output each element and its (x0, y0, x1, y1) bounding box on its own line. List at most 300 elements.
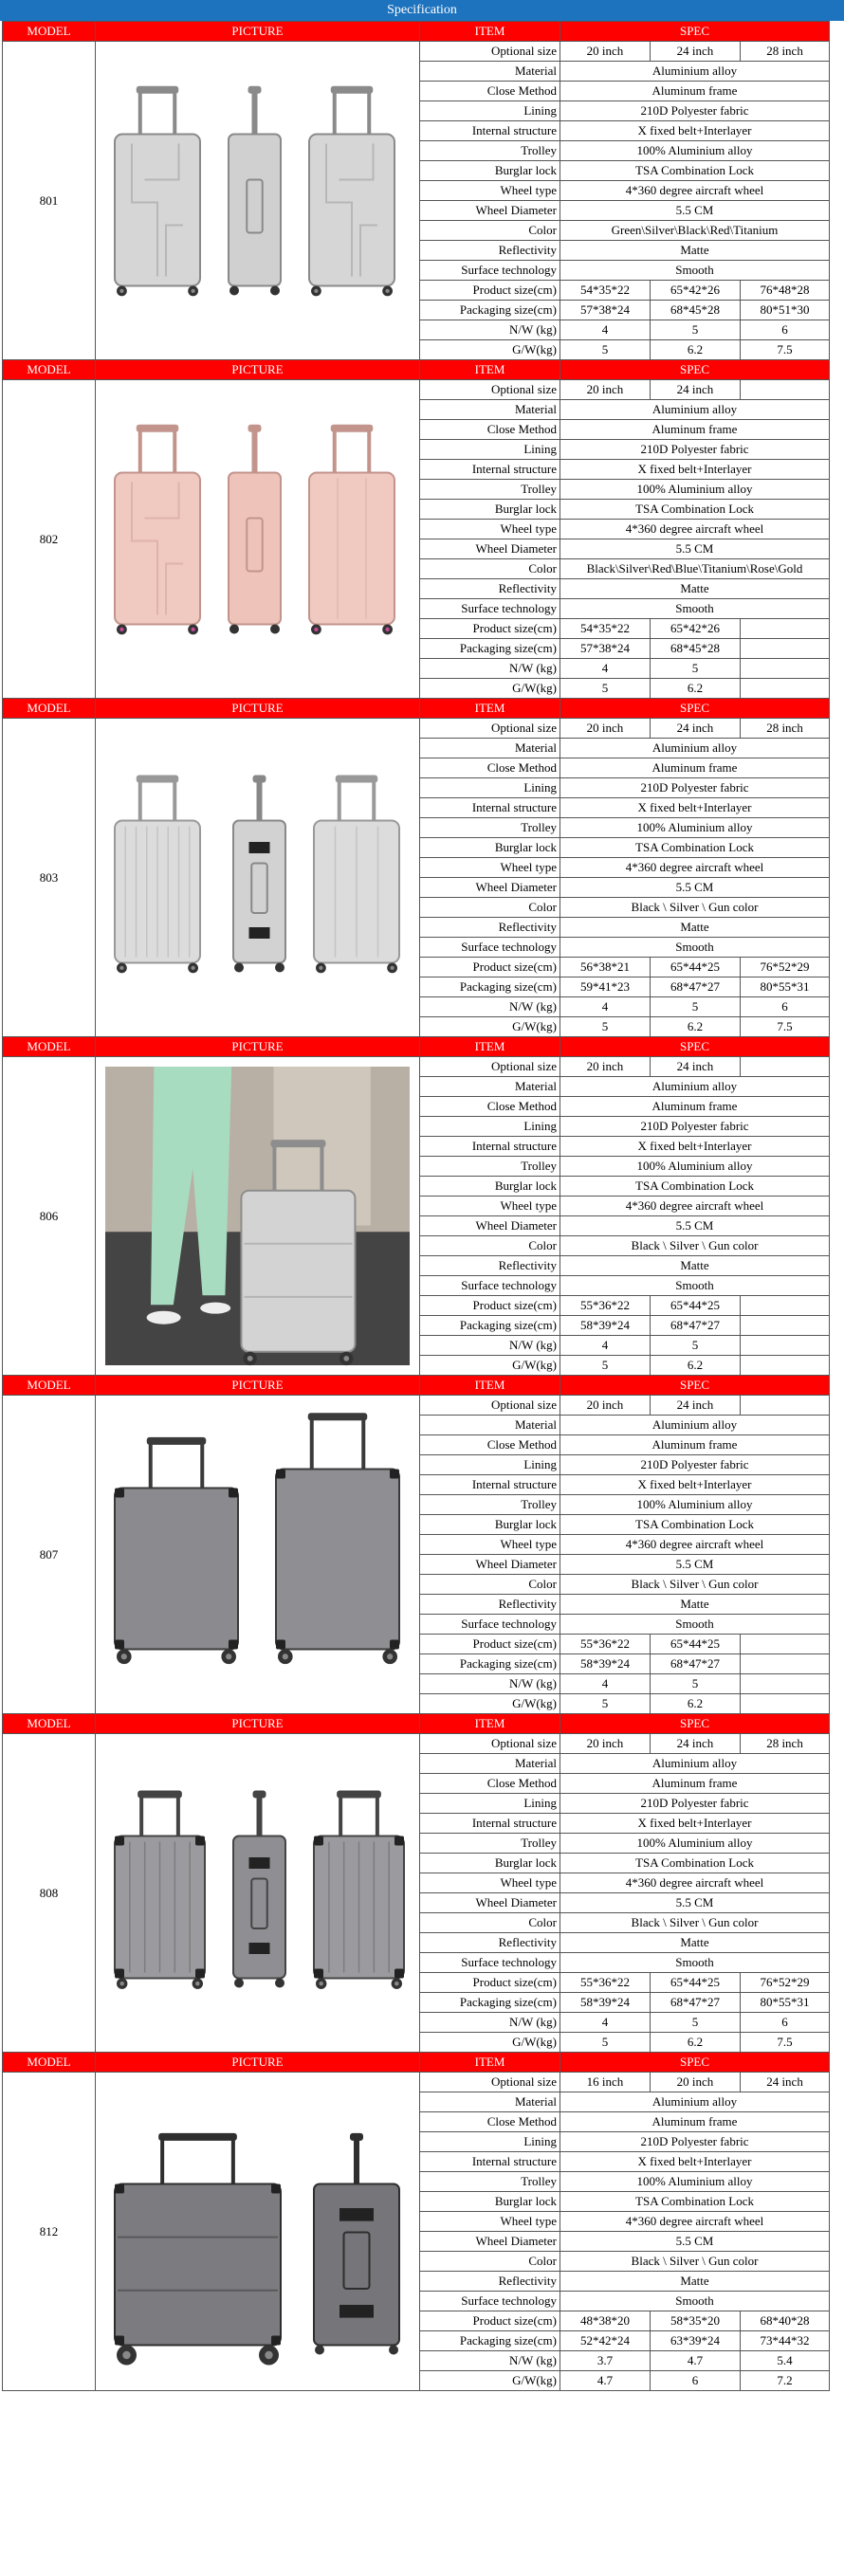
header-spec: SPEC (560, 1376, 830, 1396)
header-picture: PICTURE (96, 22, 420, 42)
spec-value: 5 (560, 2033, 651, 2053)
item-label: Burglar lock (420, 1854, 560, 1873)
item-label: G/W(kg) (420, 340, 560, 360)
item-label: Trolley (420, 1157, 560, 1177)
header-row (3, 2053, 830, 2073)
item-label: Close Method (420, 420, 560, 440)
spec-value: 7.2 (741, 2371, 830, 2391)
spec-value: 68*47*27 (651, 1654, 741, 1674)
item-label: Lining (420, 1794, 560, 1814)
spec-value: Matte (560, 241, 830, 261)
item-label: Product size(cm) (420, 1296, 560, 1316)
model-number: 812 (3, 2073, 96, 2391)
spec-value: X fixed belt+Interlayer (560, 1137, 830, 1157)
spec-value: 6 (741, 997, 830, 1017)
item-label: Trolley (420, 141, 560, 161)
spec-value: Matte (560, 1933, 830, 1953)
item-label: Color (420, 1236, 560, 1256)
spec-value: 210D Polyester fabric (560, 1794, 830, 1814)
spec-value (741, 1654, 830, 1674)
spec-value: 5 (651, 659, 741, 679)
spec-value: 4.7 (560, 2371, 651, 2391)
item-label: Wheel Diameter (420, 539, 560, 559)
spec-value: 20 inch (560, 1396, 651, 1416)
spec-value: Smooth (560, 2292, 830, 2311)
header-model: MODEL (3, 1037, 96, 1057)
spec-value: 100% Aluminium alloy (560, 1834, 830, 1854)
item-label: Trolley (420, 480, 560, 500)
product-picture (96, 719, 420, 1037)
spec-value: 24 inch (651, 1396, 741, 1416)
spec-value: X fixed belt+Interlayer (560, 1475, 830, 1495)
spec-value: 58*39*24 (560, 1316, 651, 1336)
model-number: 801 (3, 42, 96, 360)
item-label: Optional size (420, 1057, 560, 1077)
item-label: Product size(cm) (420, 1635, 560, 1654)
spec-value: 5.5 CM (560, 878, 830, 898)
item-label: Burglar lock (420, 500, 560, 520)
spec-value: 20 inch (651, 2073, 741, 2092)
spec-row (3, 1396, 830, 1416)
suitcase-icon (115, 1791, 205, 1989)
spec-value: 100% Aluminium alloy (560, 818, 830, 838)
item-label: Optional size (420, 1734, 560, 1754)
item-label: Internal structure (420, 1814, 560, 1834)
spec-value: Matte (560, 1256, 830, 1276)
spec-value: 6.2 (651, 2033, 741, 2053)
item-label: Surface technology (420, 599, 560, 619)
spec-value: 5 (651, 997, 741, 1017)
spec-value: 76*52*29 (741, 1973, 830, 1993)
suitcase-side-icon (229, 425, 281, 634)
spec-value: 210D Polyester fabric (560, 1455, 830, 1475)
spec-value: 5 (560, 679, 651, 699)
spec-value: 68*45*28 (651, 639, 741, 659)
spec-value: TSA Combination Lock (560, 2192, 830, 2212)
spec-value: 210D Polyester fabric (560, 778, 830, 798)
header-row (3, 360, 830, 380)
product-picture (96, 1057, 420, 1376)
spec-value: 5.5 CM (560, 1555, 830, 1575)
spec-value (741, 1316, 830, 1336)
item-label: Lining (420, 1455, 560, 1475)
suitcase-icon (115, 776, 200, 974)
suitcase-icon (309, 425, 394, 635)
spec-value: Matte (560, 1595, 830, 1615)
spec-value: TSA Combination Lock (560, 1515, 830, 1535)
three-rose-gold-suitcases (96, 380, 419, 698)
spec-value: 20 inch (560, 1057, 651, 1077)
item-label: N/W (kg) (420, 320, 560, 340)
item-label: N/W (kg) (420, 2351, 560, 2371)
spec-value: 68*47*27 (651, 1316, 741, 1336)
item-label: N/W (kg) (420, 1674, 560, 1694)
item-label: Lining (420, 778, 560, 798)
item-label: Reflectivity (420, 241, 560, 261)
spec-value: 5.5 CM (560, 201, 830, 221)
header-picture: PICTURE (96, 1037, 420, 1057)
spec-value: 55*36*22 (560, 1973, 651, 1993)
spec-value (741, 1396, 830, 1416)
spec-value: 4.7 (651, 2351, 741, 2371)
spec-value: 57*38*24 (560, 301, 651, 320)
spec-value: 65*44*25 (651, 958, 741, 977)
spec-value: 5.5 CM (560, 1216, 830, 1236)
spec-value: 210D Polyester fabric (560, 2132, 830, 2152)
spec-value: 63*39*24 (651, 2331, 741, 2351)
header-picture: PICTURE (96, 1714, 420, 1734)
spec-value: 5 (651, 1674, 741, 1694)
item-label: Close Method (420, 1774, 560, 1794)
suitcase-icon (276, 1413, 399, 1664)
spec-value: 3.7 (560, 2351, 651, 2371)
header-model: MODEL (3, 2053, 96, 2073)
header-row (3, 699, 830, 719)
spec-value: 5.4 (741, 2351, 830, 2371)
header-item: ITEM (420, 1376, 560, 1396)
spec-value: 5.5 CM (560, 2232, 830, 2252)
header-item: ITEM (420, 360, 560, 380)
spec-value: 20 inch (560, 719, 651, 739)
three-grey-suitcases (96, 1734, 419, 2052)
spec-value: 80*51*30 (741, 301, 830, 320)
spec-value: 5 (560, 1694, 651, 1714)
spec-row (3, 1734, 830, 1754)
spec-value: 7.5 (741, 1017, 830, 1037)
suitcase-icon (115, 425, 200, 635)
suitcase-icon (115, 1437, 238, 1664)
item-label: Wheel type (420, 858, 560, 878)
item-label: N/W (kg) (420, 659, 560, 679)
item-label: Surface technology (420, 1953, 560, 1973)
item-label: Surface technology (420, 1615, 560, 1635)
item-label: Packaging size(cm) (420, 1654, 560, 1674)
spec-value: Black \ Silver \ Gun color (560, 1913, 830, 1933)
product-picture (96, 1396, 420, 1714)
item-label: Internal structure (420, 798, 560, 818)
item-label: Close Method (420, 2112, 560, 2132)
spec-value: Black\Silver\Red\Blue\Titanium\Rose\Gold (560, 559, 830, 579)
item-label: Optional size (420, 380, 560, 400)
spec-value: Aluminium alloy (560, 1416, 830, 1435)
two-dark-grey-suitcases (96, 1396, 419, 1713)
spec-value: 4*360 degree aircraft wheel (560, 181, 830, 201)
spec-value: 4 (560, 997, 651, 1017)
spec-title: Specification (0, 0, 844, 21)
item-label: Packaging size(cm) (420, 1993, 560, 2013)
spec-value: 58*35*20 (651, 2311, 741, 2331)
spec-value: Smooth (560, 1276, 830, 1296)
item-label: Reflectivity (420, 579, 560, 599)
item-label: Packaging size(cm) (420, 639, 560, 659)
item-label: Wheel Diameter (420, 2232, 560, 2252)
model-number: 802 (3, 380, 96, 699)
spec-value: Aluminium alloy (560, 739, 830, 758)
spec-value: 65*44*25 (651, 1296, 741, 1316)
spec-value: 55*36*22 (560, 1296, 651, 1316)
spec-value: Black \ Silver \ Gun color (560, 898, 830, 918)
spec-value: 20 inch (560, 42, 651, 62)
header-item: ITEM (420, 22, 560, 42)
spec-value: 73*44*32 (741, 2331, 830, 2351)
spec-value: 4*360 degree aircraft wheel (560, 1197, 830, 1216)
header-row (3, 1376, 830, 1396)
header-row (3, 1037, 830, 1057)
spec-value: 52*42*24 (560, 2331, 651, 2351)
header-picture: PICTURE (96, 2053, 420, 2073)
suitcase-side-icon (233, 776, 285, 973)
item-label: Packaging size(cm) (420, 2331, 560, 2351)
item-label: Wheel type (420, 1197, 560, 1216)
spec-value: 65*42*26 (651, 619, 741, 639)
item-label: Lining (420, 2132, 560, 2152)
product-picture (96, 2073, 420, 2391)
spec-value: TSA Combination Lock (560, 161, 830, 181)
item-label: Product size(cm) (420, 2311, 560, 2331)
item-label: Packaging size(cm) (420, 301, 560, 320)
spec-value (741, 1635, 830, 1654)
spec-value: Aluminum frame (560, 82, 830, 101)
spec-value: X fixed belt+Interlayer (560, 460, 830, 480)
item-label: Wheel Diameter (420, 1216, 560, 1236)
spec-value: 100% Aluminium alloy (560, 2172, 830, 2192)
spec-row (3, 719, 830, 739)
spec-value: 68*40*28 (741, 2311, 830, 2331)
item-label: Burglar lock (420, 1177, 560, 1197)
spec-value: TSA Combination Lock (560, 838, 830, 858)
item-label: Packaging size(cm) (420, 977, 560, 997)
item-label: Trolley (420, 2172, 560, 2192)
header-spec: SPEC (560, 699, 830, 719)
spec-value: Aluminium alloy (560, 1754, 830, 1774)
suitcase-icon (115, 86, 200, 297)
item-label: Product size(cm) (420, 619, 560, 639)
spec-value: 76*48*28 (741, 281, 830, 301)
header-picture: PICTURE (96, 699, 420, 719)
item-label: Close Method (420, 82, 560, 101)
spec-value: Aluminium alloy (560, 1077, 830, 1097)
spec-value: 100% Aluminium alloy (560, 1495, 830, 1515)
header-model: MODEL (3, 360, 96, 380)
spec-value: 4*360 degree aircraft wheel (560, 1535, 830, 1555)
spec-value: TSA Combination Lock (560, 1177, 830, 1197)
spec-value (741, 1694, 830, 1714)
item-label: Burglar lock (420, 161, 560, 181)
header-item: ITEM (420, 2053, 560, 2073)
item-label: Reflectivity (420, 1256, 560, 1276)
spec-value: Aluminum frame (560, 1097, 830, 1117)
item-label: Optional size (420, 719, 560, 739)
spec-value: 6.2 (651, 1017, 741, 1037)
spec-value: Aluminum frame (560, 420, 830, 440)
header-spec: SPEC (560, 1714, 830, 1734)
suitcase-icon (309, 86, 394, 297)
item-label: Wheel Diameter (420, 1555, 560, 1575)
spec-row (3, 1057, 830, 1077)
spec-value: 100% Aluminium alloy (560, 1157, 830, 1177)
spec-value: Matte (560, 579, 830, 599)
spec-value: 65*44*25 (651, 1635, 741, 1654)
spec-value: 28 inch (741, 1734, 830, 1754)
spec-value: Aluminum frame (560, 1774, 830, 1794)
spec-value: 24 inch (741, 2073, 830, 2092)
item-label: G/W(kg) (420, 1356, 560, 1376)
spec-value: 24 inch (651, 380, 741, 400)
item-label: Reflectivity (420, 918, 560, 938)
spec-value: 68*47*27 (651, 1993, 741, 2013)
item-label: Internal structure (420, 1137, 560, 1157)
spec-value: 65*44*25 (651, 1973, 741, 1993)
spec-value: 5 (651, 320, 741, 340)
spec-value: 5 (560, 1017, 651, 1037)
spec-value: 6 (741, 2013, 830, 2033)
spec-value: 59*41*23 (560, 977, 651, 997)
spec-value: Aluminum frame (560, 1435, 830, 1455)
spec-value: Aluminum frame (560, 758, 830, 778)
item-label: Surface technology (420, 938, 560, 958)
item-label: Trolley (420, 1495, 560, 1515)
item-label: Trolley (420, 1834, 560, 1854)
three-silver-suitcases (96, 42, 419, 359)
item-label: Material (420, 1077, 560, 1097)
spec-value: 68*45*28 (651, 301, 741, 320)
spec-value: 56*38*21 (560, 958, 651, 977)
spec-value: Matte (560, 918, 830, 938)
product-picture (96, 380, 420, 699)
spec-value: Smooth (560, 599, 830, 619)
spec-value: 20 inch (560, 1734, 651, 1754)
spec-value: 28 inch (741, 42, 830, 62)
model-number: 803 (3, 719, 96, 1037)
item-label: Material (420, 62, 560, 82)
spec-value: 210D Polyester fabric (560, 1117, 830, 1137)
suitcase-side-icon (229, 86, 281, 296)
spec-value: 4*360 degree aircraft wheel (560, 520, 830, 539)
spec-value: 6.2 (651, 1694, 741, 1714)
spec-value: 65*42*26 (651, 281, 741, 301)
spec-row (3, 2073, 830, 2092)
spec-value: 76*52*29 (741, 958, 830, 977)
spec-value: 24 inch (651, 1057, 741, 1077)
spec-value: 24 inch (651, 1734, 741, 1754)
item-label: Wheel type (420, 181, 560, 201)
model-number: 808 (3, 1734, 96, 2053)
spec-value: 7.5 (741, 340, 830, 360)
spec-table (2, 21, 830, 2391)
header-model: MODEL (3, 22, 96, 42)
header-item: ITEM (420, 1037, 560, 1057)
item-label: Optional size (420, 1396, 560, 1416)
item-label: Internal structure (420, 460, 560, 480)
spec-value (741, 380, 830, 400)
suitcase-icon (115, 2133, 281, 2366)
item-label: Wheel type (420, 1873, 560, 1893)
item-label: Lining (420, 101, 560, 121)
item-label: Burglar lock (420, 838, 560, 858)
spec-value: 20 inch (560, 380, 651, 400)
header-row (3, 22, 830, 42)
item-label: Close Method (420, 1097, 560, 1117)
spec-value: 57*38*24 (560, 639, 651, 659)
spec-value: 210D Polyester fabric (560, 101, 830, 121)
spec-value (741, 639, 830, 659)
item-label: Wheel Diameter (420, 878, 560, 898)
spec-value: X fixed belt+Interlayer (560, 2152, 830, 2172)
spec-value: 6 (651, 2371, 741, 2391)
spec-value: Black \ Silver \ Gun color (560, 1575, 830, 1595)
suitcase-side-icon (314, 2133, 399, 2355)
spec-value: 5 (560, 1356, 651, 1376)
spec-value: Black \ Silver \ Gun color (560, 2252, 830, 2272)
item-label: Wheel Diameter (420, 1893, 560, 1913)
spec-value: 68*47*27 (651, 977, 741, 997)
item-label: Trolley (420, 818, 560, 838)
spec-value: 16 inch (560, 2073, 651, 2092)
item-label: Color (420, 559, 560, 579)
item-label: Surface technology (420, 2292, 560, 2311)
item-label: Internal structure (420, 2152, 560, 2172)
spec-value: 210D Polyester fabric (560, 440, 830, 460)
item-label: Close Method (420, 1435, 560, 1455)
item-label: Material (420, 400, 560, 420)
item-label: Reflectivity (420, 2272, 560, 2292)
woman-with-silver-suitcase (96, 1057, 419, 1375)
spec-value: Black \ Silver \ Gun color (560, 1236, 830, 1256)
item-label: Burglar lock (420, 1515, 560, 1535)
spec-row (3, 42, 830, 62)
item-label: G/W(kg) (420, 679, 560, 699)
item-label: N/W (kg) (420, 997, 560, 1017)
spec-value: 55*36*22 (560, 1635, 651, 1654)
spec-value: 24 inch (651, 719, 741, 739)
spec-value: 6.2 (651, 340, 741, 360)
header-spec: SPEC (560, 2053, 830, 2073)
three-ribbed-silver-suitcases (96, 719, 419, 1036)
spec-value: X fixed belt+Interlayer (560, 798, 830, 818)
spec-value: 58*39*24 (560, 1654, 651, 1674)
spec-value: Smooth (560, 938, 830, 958)
spec-value: Aluminium alloy (560, 62, 830, 82)
spec-value: 100% Aluminium alloy (560, 480, 830, 500)
spec-value (741, 1674, 830, 1694)
item-label: Color (420, 1913, 560, 1933)
spec-value (741, 1356, 830, 1376)
spec-value (741, 1057, 830, 1077)
spec-value: TSA Combination Lock (560, 500, 830, 520)
header-spec: SPEC (560, 22, 830, 42)
spec-value: 100% Aluminium alloy (560, 141, 830, 161)
spec-value: 7.5 (741, 2033, 830, 2053)
item-label: N/W (kg) (420, 2013, 560, 2033)
item-label: Wheel type (420, 1535, 560, 1555)
item-label: Material (420, 739, 560, 758)
suitcase-side-icon (233, 1791, 285, 1988)
spec-value: 4 (560, 1674, 651, 1694)
spec-value: 54*35*22 (560, 281, 651, 301)
spec-value: X fixed belt+Interlayer (560, 121, 830, 141)
item-label: Optional size (420, 2073, 560, 2092)
header-row (3, 1714, 830, 1734)
item-label: Product size(cm) (420, 958, 560, 977)
spec-value (741, 679, 830, 699)
header-item: ITEM (420, 1714, 560, 1734)
product-picture (96, 42, 420, 360)
header-model: MODEL (3, 1376, 96, 1396)
header-model: MODEL (3, 1714, 96, 1734)
spec-value: Smooth (560, 1953, 830, 1973)
item-label: Internal structure (420, 121, 560, 141)
two-gunmetal-suitcases (96, 2073, 419, 2390)
